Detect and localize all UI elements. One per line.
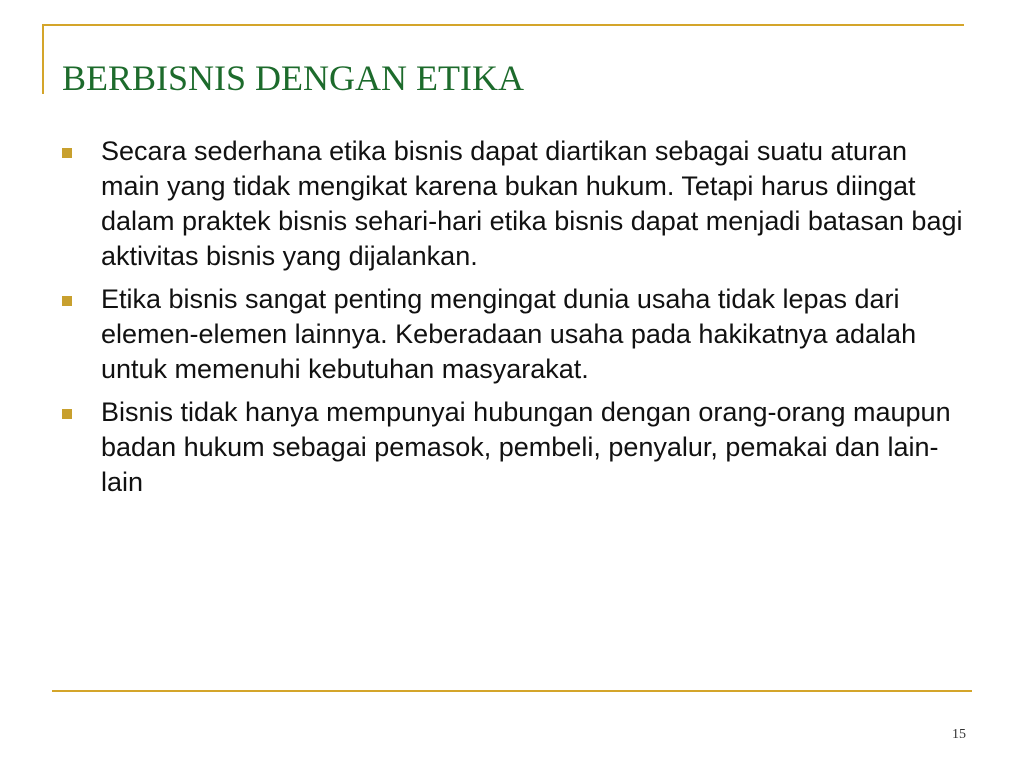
square-bullet-icon bbox=[62, 148, 72, 158]
top-rule bbox=[42, 24, 964, 26]
bottom-rule bbox=[52, 690, 972, 692]
bullet-text: Bisnis tidak hanya mempunyai hubungan dengan orang-orang maupun badan hukum sebagai pemasok, pembeli, penyalur, pemakai dan lain-lain bbox=[101, 397, 951, 497]
bullet-text: Secara sederhana etika bisnis dapat diartikan sebagai suatu aturan main yang tidak mengikat karena bukan hukum. Tetapi harus diingat dalam praktek bisnis sehari-hari etika bisnis dapat menjadi batasan bagi aktivitas bisnis yang dijalankan. bbox=[101, 136, 963, 271]
bullet-text: Etika bisnis sangat penting mengingat dunia usaha tidak lepas dari elemen-elemen lainnya. Keberadaan usaha pada hakikatnya adalah untuk memenuhi kebutuhan masyarakat. bbox=[101, 284, 917, 384]
bullet-list bbox=[62, 134, 972, 508]
bullet-item bbox=[62, 395, 972, 500]
left-rule bbox=[42, 24, 44, 94]
page-number: 15 bbox=[952, 727, 966, 742]
bullet-item bbox=[62, 282, 972, 387]
square-bullet-icon bbox=[62, 409, 72, 419]
slide-title: BERBISNIS DENGAN ETIKA bbox=[62, 58, 524, 98]
bullet-item bbox=[62, 134, 972, 274]
square-bullet-icon bbox=[62, 296, 72, 306]
